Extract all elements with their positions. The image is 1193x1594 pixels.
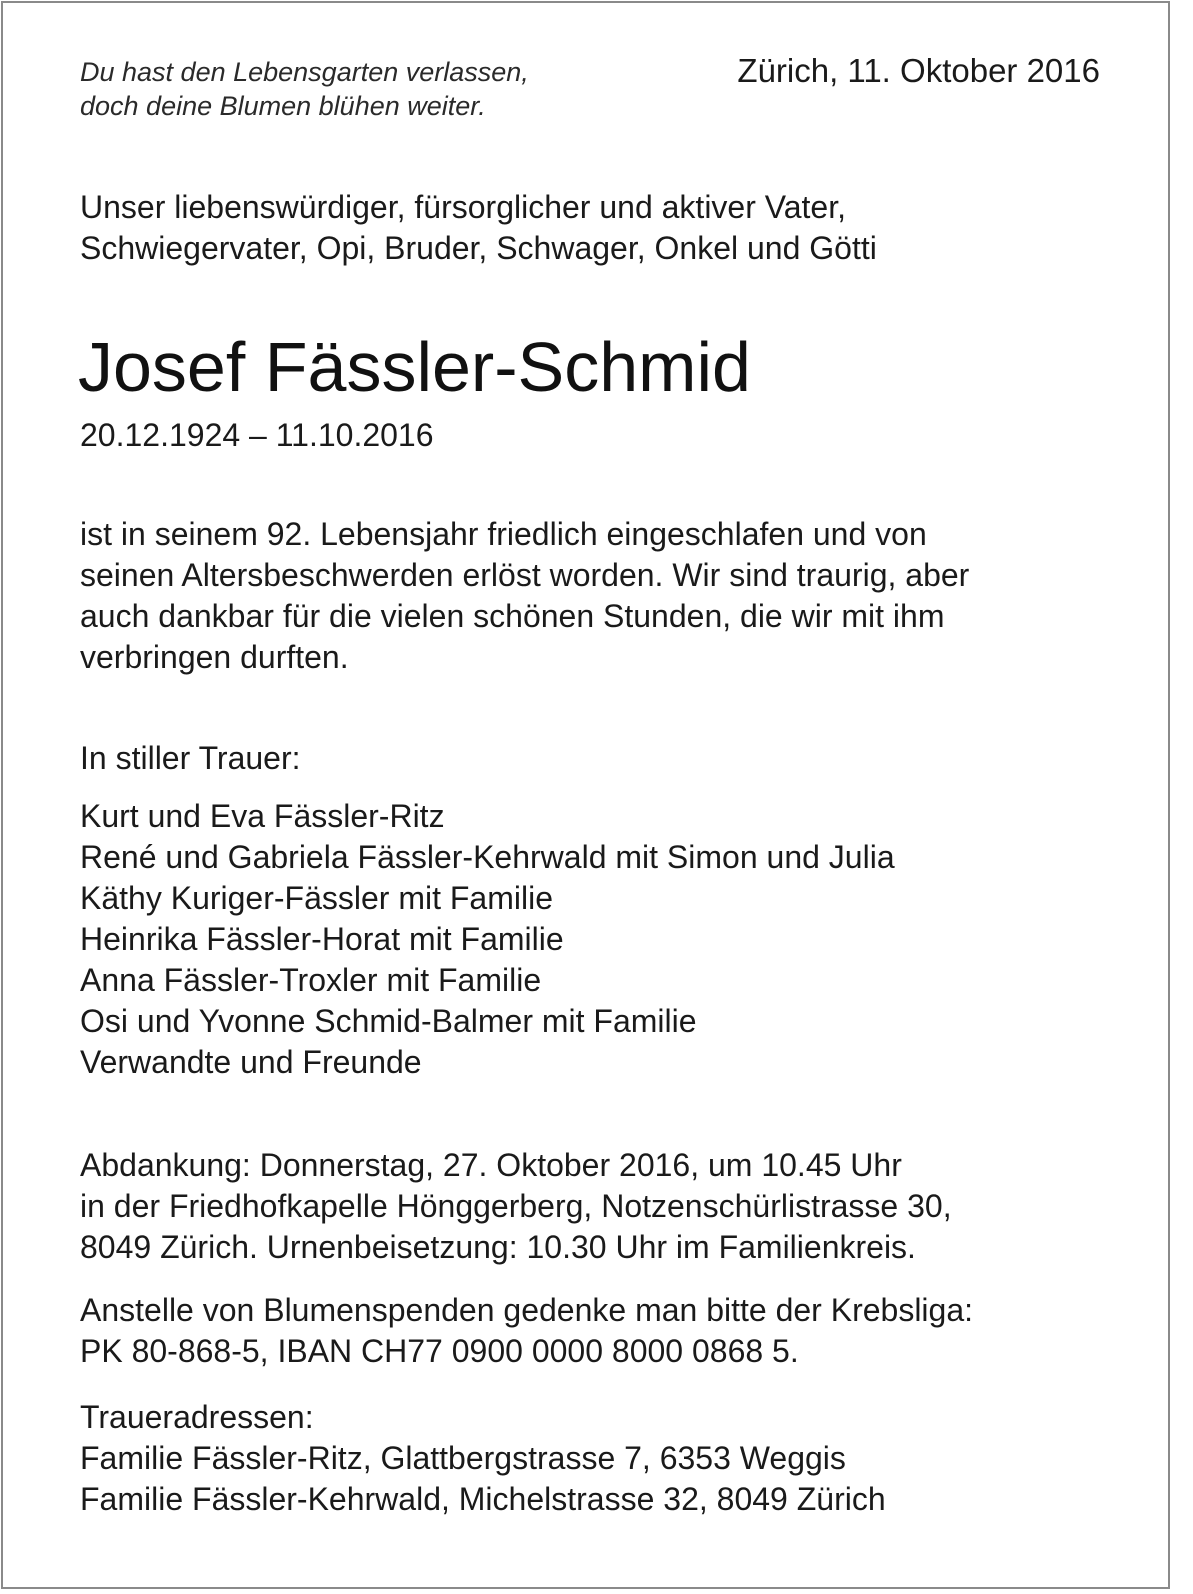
intro-line: Unser liebenswürdiger, fürsorglicher und aktiver Vater, (80, 189, 846, 225)
obituary-frame (1, 1, 1170, 1589)
mourner-item: Kurt und Eva Fässler-Ritz (80, 798, 445, 834)
intro-text (80, 187, 877, 269)
mourner-item: Käthy Kuriger-Fässler mit Familie (80, 880, 553, 916)
addresses-heading: Traueradressen: (80, 1399, 314, 1435)
ceremony-line: in der Friedhofkapelle Hönggerberg, Notzenschürlistrasse 30, (80, 1188, 952, 1224)
place-date: Zürich, 11. Oktober 2016 (737, 52, 1100, 89)
message-line: auch dankbar für die vielen schönen Stunden, die wir mit ihm (80, 598, 945, 634)
donation-line: PK 80-868-5, IBAN CH77 0900 0000 8000 0868 5. (80, 1333, 799, 1369)
address-line: Familie Fässler-Ritz, Glattbergstrasse 7, 6353 Weggis (80, 1440, 846, 1476)
intro-line: Schwiegervater, Opi, Bruder, Schwager, Onkel und Götti (80, 230, 877, 266)
ceremony-line: Abdankung: Donnerstag, 27. Oktober 2016, um 10.45 Uhr (80, 1147, 902, 1183)
motto-quote (80, 55, 529, 123)
mourner-item: Heinrika Fässler-Horat mit Familie (80, 921, 564, 957)
ceremony-info (80, 1145, 952, 1268)
mourner-item: Verwandte und Freunde (80, 1044, 422, 1080)
ceremony-line: 8049 Zürich. Urnenbeisetzung: 10.30 Uhr im Familienkreis. (80, 1229, 916, 1265)
motto-line: doch deine Blumen blühen weiter. (80, 91, 486, 121)
message-line: verbringen durften. (80, 639, 349, 675)
mourning-heading: In stiller Trauer: (80, 740, 301, 776)
mourning-addresses (80, 1397, 886, 1520)
donation-info (80, 1290, 973, 1372)
deceased-name: Josef Fässler-Schmid (78, 328, 751, 406)
mourners-list (80, 796, 895, 1083)
mourner-item: Anna Fässler-Troxler mit Familie (80, 962, 542, 998)
mourner-item: René und Gabriela Fässler-Kehrwald mit Simon und Julia (80, 839, 895, 875)
motto-line: Du hast den Lebensgarten verlassen, (80, 57, 529, 87)
message-line: ist in seinem 92. Lebensjahr friedlich eingeschlafen und von (80, 516, 927, 552)
message-line: seinen Altersbeschwerden erlöst worden. Wir sind traurig, aber (80, 557, 970, 593)
mourner-item: Osi und Yvonne Schmid-Balmer mit Familie (80, 1003, 697, 1039)
death-message (80, 514, 969, 678)
life-dates: 20.12.1924 – 11.10.2016 (80, 417, 434, 453)
address-line: Familie Fässler-Kehrwald, Michelstrasse 32, 8049 Zürich (80, 1481, 886, 1517)
donation-line: Anstelle von Blumenspenden gedenke man bitte der Krebsliga: (80, 1292, 974, 1328)
